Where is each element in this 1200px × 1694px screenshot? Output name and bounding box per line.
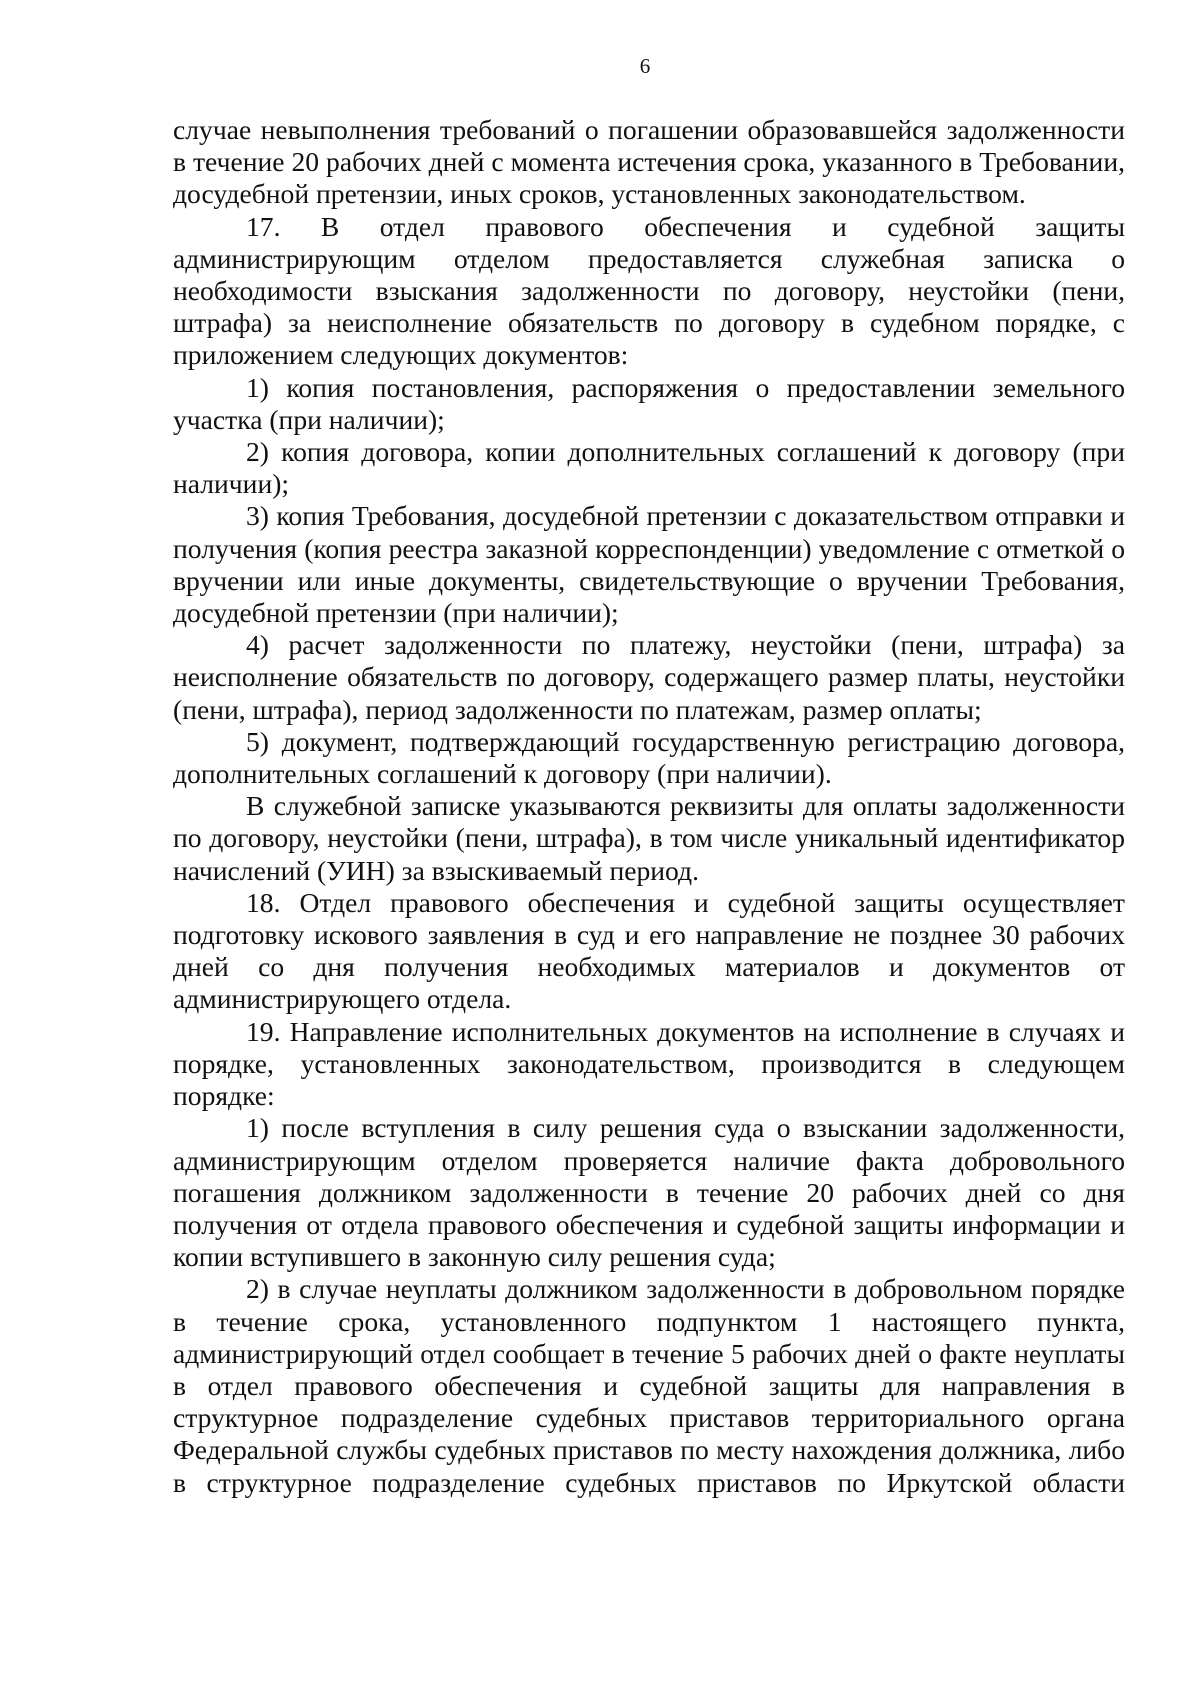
paragraph-requisites: В служебной записке указываются реквизиты для оплаты задолженности по договору, неустойки (пени, штрафа), в том числе уникальный идентификатор начислений (УИН) за взыскиваемый период.: [173, 790, 1125, 886]
paragraph-item-17: 17. В отдел правового обеспечения и судебной защиты администрирующим отделом предоставляется служебная записка о необходимости взыскания задолженности по договору, неустойки (пени, штрафа) за неисполнение обязательств по договору в судебном порядке, с приложением следующих документов:: [173, 210, 1125, 371]
page-number: 6: [639, 54, 651, 78]
list-item-1: 1) копия постановления, распоряжения о предоставлении земельного участка (при наличии);: [173, 371, 1125, 435]
subitem-19-2: 2) в случае неуплаты должником задолженности в добровольном порядке в течение срока, установленного подпунктом 1 настоящего пункта, администрирующий отдел сообщает в течение 5 рабочих дней о факте неуплаты в отдел правового обеспечения и судебной защиты для направления в структурное подразделение судебных приставов территориального органа Федеральной службы судебных приставов по месту нахождения должника, либо в структурное подразделение судебных приставов по Иркутской области: [173, 1273, 1125, 1498]
paragraph-continuation: случае невыполнения требований о погашении образовавшейся задолженности в течение 20 рабочих дней с момента истечения срока, указанного в Требовании, досудебной претензии, иных сроков, установленных законодательством.: [173, 114, 1125, 210]
list-item-4: 4) расчет задолженности по платежу, неустойки (пени, штрафа) за неисполнение обязательств по договору, содержащего размер платы, неустойки (пени, штрафа), период задолженности по платежам, размер оплаты;: [173, 629, 1125, 725]
paragraph-item-19: 19. Направление исполнительных документов на исполнение в случаях и порядке, установленных законодательством, производится в следующем порядке:: [173, 1015, 1125, 1112]
list-item-3: 3) копия Требования, досудебной претензии с доказательством отправки и получения (копия реестра заказной корреспонденции) уведомление с отметкой о вручении или иные документы, свидетельствующие о вручении Требования, досудебной претензии (при наличии);: [173, 500, 1125, 629]
list-item-2: 2) копия договора, копии дополнительных соглашений к договору (при наличии);: [173, 436, 1125, 500]
document-body: [173, 114, 1125, 1499]
paragraph-item-18: 18. Отдел правового обеспечения и судебной защиты осуществляет подготовку искового заявления в суд и его направление не позднее 30 рабочих дней со дня получения необходимых материалов и документов от администрирующего отдела.: [173, 886, 1125, 1015]
list-item-5: 5) документ, подтверждающий государственную регистрацию договора, дополнительных соглашений к договору (при наличии).: [173, 725, 1125, 790]
subitem-19-1: 1) после вступления в силу решения суда о взыскании задолженности, администрирующим отделом проверяется наличие факта добровольного погашения должником задолженности в течение 20 рабочих дней со дня получения от отдела правового обеспечения и судебной защиты информации и копии вступившего в законную силу решения суда;: [173, 1112, 1125, 1273]
